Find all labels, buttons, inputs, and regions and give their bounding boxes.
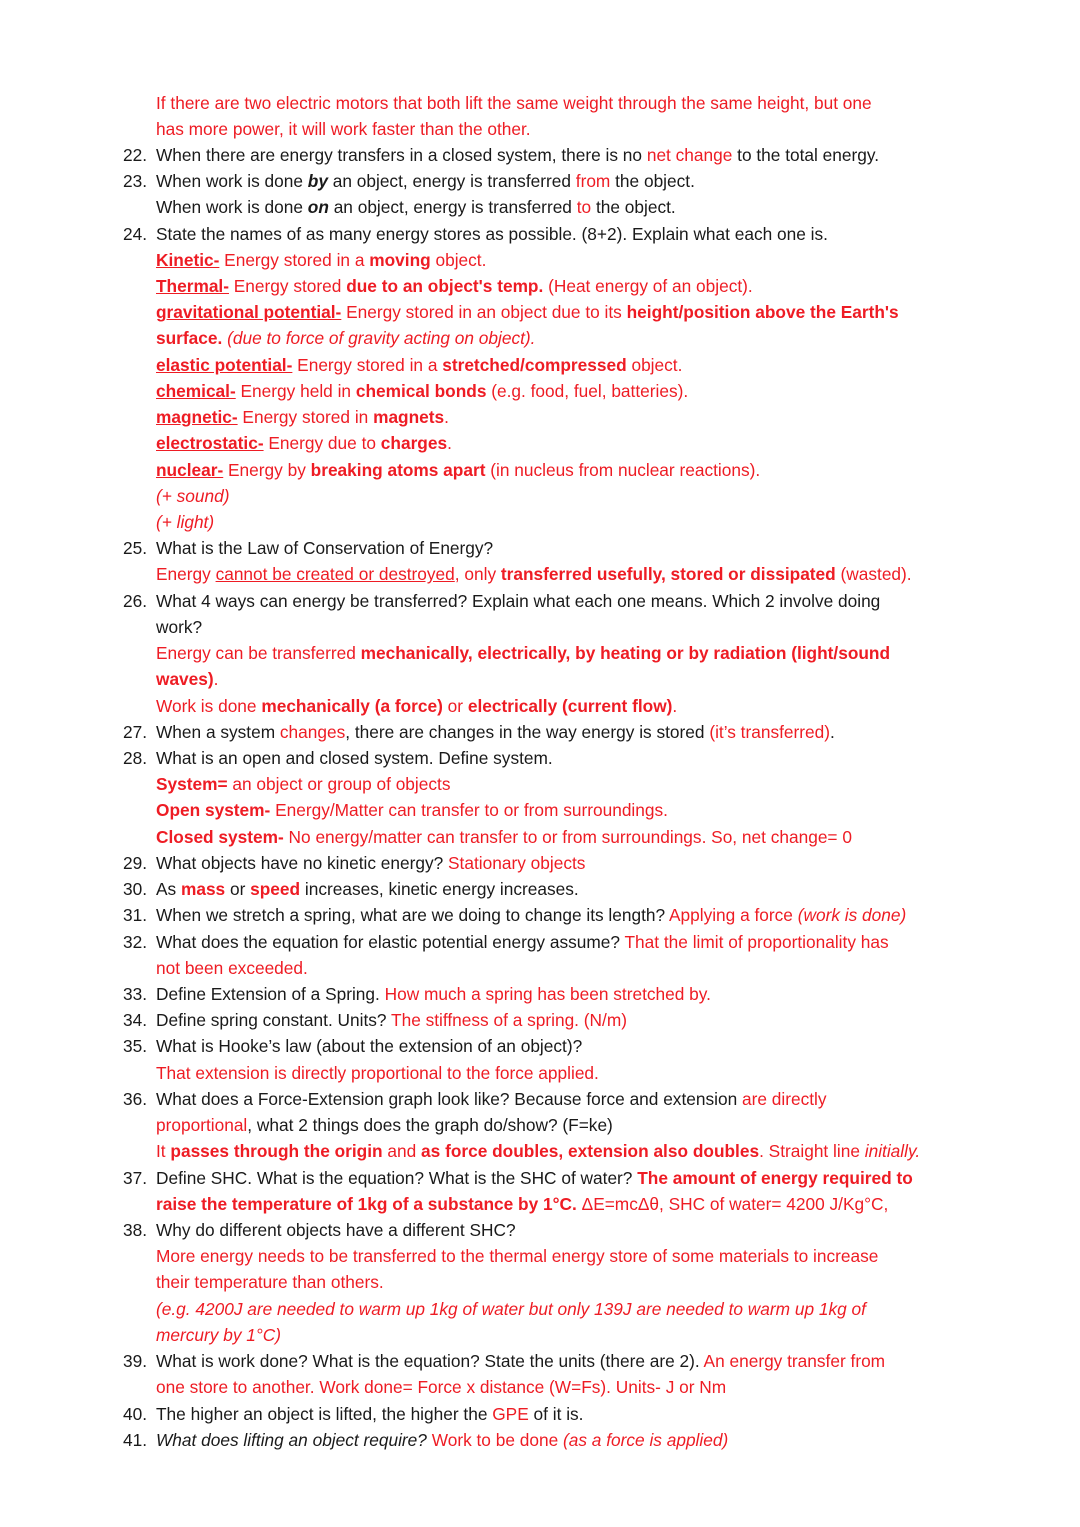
text-segment: raise the temperature of 1kg of a substance by 1°C. bbox=[156, 1193, 577, 1214]
text-segment: As bbox=[156, 879, 181, 900]
text-segment: When we stretch a spring, what are we doing to change its length? bbox=[156, 905, 669, 926]
line-text bbox=[156, 771, 450, 797]
text-segment: magnets bbox=[373, 407, 445, 428]
line-text bbox=[156, 299, 899, 325]
text-segment: waves) bbox=[156, 669, 214, 690]
text-segment: What 4 ways can energy be transferred? Explain what each one means. Which 2 involve doing bbox=[156, 590, 881, 611]
text-segment: When there are energy transfers in a closed system, there is no bbox=[156, 144, 647, 165]
document-line bbox=[0, 876, 1080, 902]
line-text bbox=[156, 929, 889, 955]
text-segment: chemical- bbox=[156, 380, 236, 401]
text-segment: Energy can be transferred bbox=[156, 643, 361, 664]
text-segment: net change bbox=[646, 144, 733, 165]
question-number: 39. bbox=[123, 1351, 148, 1372]
text-segment: Define SHC. What is the equation? What is the SHC of water? bbox=[156, 1167, 638, 1188]
text-segment: Closed system- bbox=[156, 826, 284, 847]
text-segment: Define Extension of a Spring. bbox=[156, 983, 385, 1004]
line-text bbox=[156, 430, 452, 456]
text-segment: . bbox=[444, 407, 449, 428]
text-segment: Work to be done bbox=[431, 1429, 563, 1450]
line-text bbox=[156, 693, 677, 719]
text-segment: (it’s transferred) bbox=[709, 721, 830, 742]
text-segment: What is work done? What is the equation? State the units (there are 2). bbox=[156, 1351, 704, 1372]
line-text bbox=[156, 1060, 599, 1086]
question-number: 28. bbox=[123, 748, 148, 768]
line-text bbox=[156, 273, 753, 299]
document-line bbox=[0, 902, 1080, 928]
line-text bbox=[156, 221, 828, 247]
document-line bbox=[0, 273, 1080, 299]
text-segment: cannot be created or destroyed bbox=[215, 564, 455, 585]
line-text bbox=[156, 1427, 728, 1453]
question-number: 22. bbox=[123, 144, 148, 165]
text-segment: Kinetic- bbox=[156, 249, 220, 270]
line-text bbox=[156, 1086, 827, 1112]
text-segment: mass bbox=[180, 879, 226, 900]
line-text bbox=[156, 1348, 885, 1374]
text-segment: (wasted). bbox=[835, 564, 912, 585]
document-line bbox=[0, 666, 1080, 692]
document-line bbox=[0, 1348, 1080, 1374]
document-line bbox=[0, 640, 1080, 666]
text-segment: If there are two electric motors that both lift the same weight through the same height, but one bbox=[156, 92, 872, 113]
text-segment: . bbox=[447, 433, 452, 454]
text-segment: . Straight line bbox=[759, 1141, 865, 1162]
text-segment: The amount of energy required to bbox=[637, 1167, 913, 1188]
text-segment: an object, energy is transferred bbox=[328, 197, 577, 218]
document-line bbox=[0, 430, 1080, 456]
text-segment: When work is done bbox=[156, 197, 308, 218]
document-line bbox=[0, 247, 1080, 273]
line-text bbox=[156, 1374, 726, 1400]
document-line bbox=[0, 1033, 1080, 1059]
document-line bbox=[0, 221, 1080, 247]
text-segment: mercury by 1°C) bbox=[156, 1324, 282, 1345]
text-segment: Energy stored bbox=[228, 276, 347, 297]
document-line bbox=[0, 614, 1080, 640]
text-segment: What is Hooke’s law (about the extension of an object)? bbox=[156, 1036, 583, 1057]
document-line bbox=[0, 90, 1080, 116]
text-segment: Energy stored in bbox=[237, 407, 374, 428]
document-line bbox=[0, 929, 1080, 955]
text-segment: . bbox=[213, 669, 219, 690]
text-segment: Thermal- bbox=[156, 276, 229, 297]
text-segment: (+ light) bbox=[156, 512, 215, 533]
text-segment: Energy by bbox=[223, 459, 311, 480]
document-line bbox=[0, 1007, 1080, 1033]
text-segment: More energy needs to be transferred to the thermal energy store of some materials to increase bbox=[156, 1246, 879, 1267]
text-segment: charges bbox=[380, 433, 448, 454]
document-line bbox=[0, 1243, 1080, 1269]
document-line bbox=[0, 588, 1080, 614]
document-line bbox=[0, 955, 1080, 981]
document-line bbox=[0, 1112, 1080, 1138]
line-text bbox=[156, 1269, 384, 1295]
text-segment: Energy due to bbox=[263, 433, 381, 454]
document-line bbox=[0, 1427, 1080, 1453]
line-text bbox=[156, 1138, 920, 1164]
text-segment: ΔE=mcΔθ, SHC of water= 4200 J/Kg°C, bbox=[576, 1193, 889, 1214]
document-line bbox=[0, 1401, 1080, 1427]
text-segment: , there are changes in the way energy is stored bbox=[345, 721, 710, 742]
text-segment: changes bbox=[279, 721, 346, 742]
text-segment: How much a spring has been stretched by. bbox=[384, 983, 711, 1004]
text-segment: Energy stored in an object due to its bbox=[341, 302, 627, 323]
line-text bbox=[156, 1322, 281, 1348]
document-line bbox=[0, 771, 1080, 797]
line-text bbox=[156, 535, 493, 561]
text-segment: height/position above the Earth's bbox=[626, 302, 899, 323]
text-segment: That the limit of proportionality has bbox=[624, 931, 889, 952]
text-segment: as force doubles, extension also doubles bbox=[421, 1141, 760, 1162]
line-text bbox=[156, 1401, 583, 1427]
text-segment: What is the Law of Conservation of Energy? bbox=[156, 538, 494, 559]
document-line bbox=[0, 299, 1080, 325]
text-segment: moving bbox=[369, 249, 431, 270]
line-text bbox=[156, 483, 230, 509]
text-segment: Energy stored in a bbox=[219, 249, 370, 270]
text-segment: . bbox=[830, 721, 835, 742]
document-line bbox=[0, 1269, 1080, 1295]
text-segment: No energy/matter can transfer to or from surroundings. So, net change= 0 bbox=[283, 826, 852, 847]
line-text bbox=[156, 797, 668, 823]
text-segment: (+ sound) bbox=[156, 485, 230, 506]
text-segment: That extension is directly proportional to the force applied. bbox=[156, 1062, 599, 1083]
line-text bbox=[156, 902, 906, 928]
line-text bbox=[156, 352, 682, 378]
text-segment: to the total energy. bbox=[732, 144, 880, 165]
question-number: 34. bbox=[123, 1010, 148, 1031]
text-segment: mechanically (a force) bbox=[261, 695, 443, 716]
question-number: 31. bbox=[123, 905, 148, 926]
text-segment: nuclear- bbox=[156, 459, 224, 480]
text-segment: What objects have no kinetic energy? bbox=[156, 852, 449, 873]
text-segment: chemical bonds bbox=[355, 380, 487, 401]
document-line bbox=[0, 457, 1080, 483]
line-text bbox=[156, 1191, 888, 1217]
text-segment: The higher an object is lifted, the higher the bbox=[156, 1403, 493, 1424]
text-segment: (e.g. 4200J are needed to warm up 1kg of water but only 139J are needed to warm up 1kg of bbox=[156, 1298, 866, 1319]
text-segment: . bbox=[672, 695, 678, 716]
document-line bbox=[0, 1060, 1080, 1086]
line-text bbox=[156, 116, 531, 142]
text-segment: What is an open and closed system. Define system. bbox=[156, 748, 553, 768]
line-text bbox=[156, 90, 872, 116]
text-segment: due to an object's temp. bbox=[346, 276, 544, 297]
line-text bbox=[156, 457, 760, 483]
text-segment: one store to another. Work done= Force x distance (W=Fs). Units- J or Nm bbox=[156, 1377, 727, 1398]
line-text bbox=[156, 1165, 913, 1191]
text-segment: has more power, it will work faster than the other. bbox=[156, 118, 531, 139]
text-segment: (due to force of gravity acting on object). bbox=[222, 328, 536, 349]
document-line bbox=[0, 981, 1080, 1007]
document-line bbox=[0, 1191, 1080, 1217]
document-line bbox=[0, 797, 1080, 823]
text-segment: their temperature than others. bbox=[156, 1272, 384, 1293]
document-line bbox=[0, 745, 1080, 771]
text-segment: to bbox=[576, 197, 592, 218]
question-number: 33. bbox=[123, 983, 148, 1004]
text-segment: stretched/compressed bbox=[442, 354, 627, 375]
text-segment: Stationary objects bbox=[448, 852, 586, 873]
question-number: 24. bbox=[123, 223, 148, 244]
text-segment: electrostatic- bbox=[156, 433, 264, 454]
line-text bbox=[156, 588, 880, 614]
text-segment: mechanically, electrically, by heating or by radiation (light/sound bbox=[360, 643, 891, 664]
text-segment: It bbox=[156, 1141, 171, 1162]
text-segment: surface. bbox=[156, 328, 223, 349]
line-text bbox=[156, 640, 890, 666]
document-line bbox=[0, 325, 1080, 351]
line-text bbox=[156, 850, 585, 876]
text-segment: or bbox=[442, 695, 468, 716]
document-line bbox=[0, 561, 1080, 587]
text-segment: not been exceeded. bbox=[156, 957, 308, 978]
question-number: 32. bbox=[123, 931, 148, 952]
question-number: 27. bbox=[123, 721, 148, 742]
text-segment: What does lifting an object require? bbox=[156, 1429, 432, 1450]
text-segment: Applying a force bbox=[668, 905, 798, 926]
text-segment: Define spring constant. Units? bbox=[156, 1010, 392, 1031]
text-segment: gravitational potential- bbox=[156, 302, 342, 323]
document-line bbox=[0, 719, 1080, 745]
text-segment: object. bbox=[430, 249, 487, 270]
line-text bbox=[156, 955, 308, 981]
line-text bbox=[156, 981, 711, 1007]
document-line bbox=[0, 850, 1080, 876]
document-line bbox=[0, 1165, 1080, 1191]
text-segment: transferred usefully, stored or dissipated bbox=[500, 564, 836, 585]
text-segment: on bbox=[307, 197, 329, 218]
document-line bbox=[0, 1138, 1080, 1164]
text-segment: The stiffness of a spring. (N/m) bbox=[391, 1010, 627, 1031]
text-segment: magnetic- bbox=[156, 407, 238, 428]
document-line bbox=[0, 194, 1080, 220]
line-text bbox=[156, 168, 695, 194]
text-segment: are directly bbox=[741, 1088, 827, 1109]
line-text bbox=[156, 666, 218, 692]
document-line bbox=[0, 483, 1080, 509]
document-line bbox=[0, 352, 1080, 378]
question-number: 38. bbox=[123, 1219, 148, 1240]
document-line bbox=[0, 693, 1080, 719]
text-segment: by bbox=[307, 171, 328, 192]
document-line bbox=[0, 824, 1080, 850]
text-segment: proportional bbox=[156, 1115, 248, 1136]
text-segment: and bbox=[382, 1141, 422, 1162]
question-number: 37. bbox=[123, 1167, 148, 1188]
text-segment: (work is done) bbox=[797, 905, 907, 926]
question-number: 35. bbox=[123, 1036, 148, 1057]
document-line bbox=[0, 1217, 1080, 1243]
line-text bbox=[156, 404, 449, 430]
text-segment: electrically (current flow) bbox=[467, 695, 673, 716]
text-segment: Open system- bbox=[156, 800, 271, 821]
text-segment: speed bbox=[250, 879, 301, 900]
text-segment: An energy transfer from bbox=[703, 1351, 886, 1372]
text-segment: the object. bbox=[591, 197, 676, 218]
line-text bbox=[156, 876, 579, 902]
text-segment: GPE bbox=[492, 1403, 529, 1424]
text-segment: (as a force is applied) bbox=[563, 1429, 729, 1450]
question-number: 30. bbox=[123, 879, 148, 900]
line-text bbox=[156, 824, 852, 850]
text-segment: Energy stored in a bbox=[292, 354, 443, 375]
text-segment: increases, kinetic energy increases. bbox=[300, 879, 579, 900]
text-segment: State the names of as many energy stores as possible. (8+2). Explain what each one is. bbox=[156, 223, 828, 244]
text-segment: (e.g. food, fuel, batteries). bbox=[486, 380, 689, 401]
text-segment: System= bbox=[156, 774, 228, 795]
text-segment: breaking atoms apart bbox=[310, 459, 486, 480]
document-line bbox=[0, 168, 1080, 194]
document-line bbox=[0, 509, 1080, 535]
text-segment: , what 2 things does the graph do/show? (F=ke) bbox=[247, 1115, 613, 1136]
text-segment: Work is done bbox=[156, 695, 262, 716]
text-segment: Energy held in bbox=[235, 380, 356, 401]
line-text bbox=[156, 1033, 582, 1059]
line-text bbox=[156, 1243, 878, 1269]
question-number: 29. bbox=[123, 852, 148, 873]
line-text bbox=[156, 378, 688, 404]
document-line bbox=[0, 1086, 1080, 1112]
question-number: 40. bbox=[123, 1403, 148, 1424]
document-line bbox=[0, 1374, 1080, 1400]
line-text bbox=[156, 247, 486, 273]
text-segment: initially. bbox=[864, 1141, 921, 1162]
text-segment: Energy/Matter can transfer to or from surroundings. bbox=[270, 800, 668, 821]
document-line bbox=[0, 116, 1080, 142]
text-segment: passes through the origin bbox=[170, 1141, 383, 1162]
text-segment: What does the equation for elastic potential energy assume? bbox=[156, 931, 625, 952]
text-segment: When a system bbox=[156, 721, 280, 742]
text-segment: object. bbox=[626, 354, 683, 375]
question-number: 36. bbox=[123, 1088, 148, 1109]
line-text bbox=[156, 719, 835, 745]
text-segment: an object, energy is transferred bbox=[327, 171, 576, 192]
text-segment: from bbox=[575, 171, 611, 192]
line-text bbox=[156, 509, 214, 535]
document-line bbox=[0, 404, 1080, 430]
document-line bbox=[0, 1296, 1080, 1322]
text-segment: Energy bbox=[156, 564, 216, 585]
document-line bbox=[0, 535, 1080, 561]
text-segment: (in nucleus from nuclear reactions). bbox=[485, 459, 761, 480]
line-text bbox=[156, 614, 202, 640]
document-line bbox=[0, 142, 1080, 168]
text-segment: (Heat energy of an object). bbox=[543, 276, 753, 297]
line-text bbox=[156, 1296, 866, 1322]
text-segment: the object. bbox=[610, 171, 695, 192]
line-text bbox=[156, 561, 912, 587]
text-segment: or bbox=[225, 879, 251, 900]
line-text bbox=[156, 142, 879, 168]
document-line bbox=[0, 378, 1080, 404]
line-text bbox=[156, 1007, 627, 1033]
line-text bbox=[156, 1217, 516, 1243]
question-number: 26. bbox=[123, 590, 148, 611]
line-text bbox=[156, 325, 535, 351]
line-text bbox=[156, 745, 553, 771]
text-segment: Why do different objects have a different SHC? bbox=[156, 1219, 516, 1240]
question-number: 41. bbox=[123, 1429, 148, 1450]
text-segment: elastic potential- bbox=[156, 354, 293, 375]
text-segment: an object or group of objects bbox=[227, 774, 451, 795]
document-line bbox=[0, 1322, 1080, 1348]
text-segment: , only bbox=[454, 564, 501, 585]
question-number: 25. bbox=[123, 538, 148, 559]
text-segment: What does a Force-Extension graph look like? Because force and extension bbox=[156, 1088, 742, 1109]
line-text bbox=[156, 1112, 613, 1138]
line-text bbox=[156, 194, 676, 220]
text-segment: work? bbox=[156, 616, 203, 637]
text-segment: of it is. bbox=[528, 1403, 584, 1424]
text-segment: When work is done bbox=[156, 171, 308, 192]
question-number: 23. bbox=[123, 171, 148, 192]
